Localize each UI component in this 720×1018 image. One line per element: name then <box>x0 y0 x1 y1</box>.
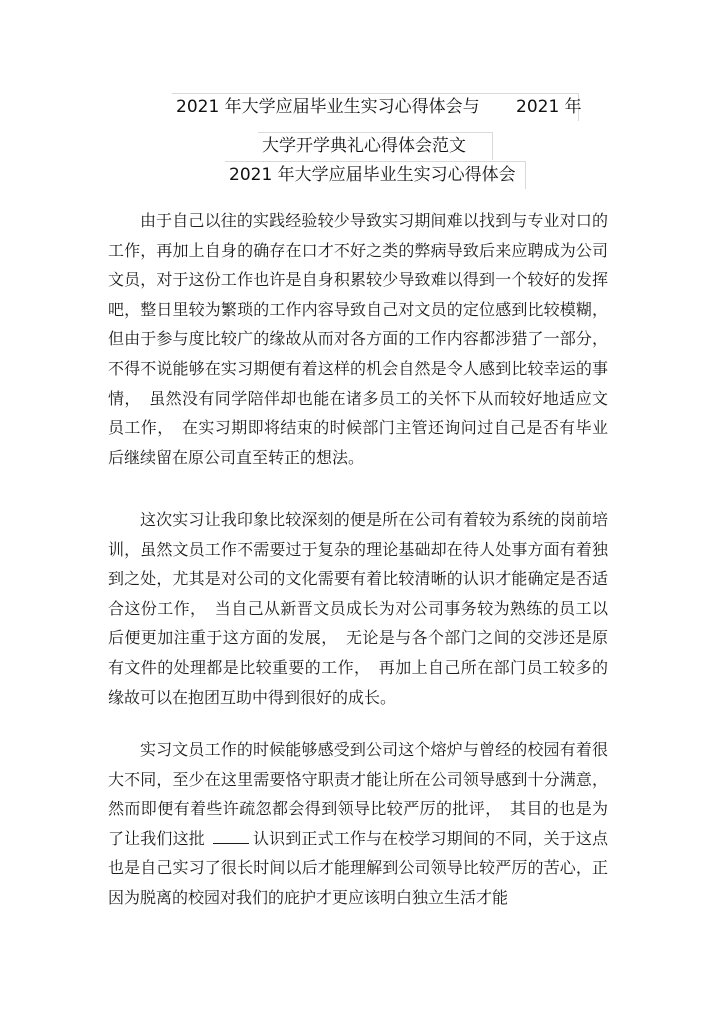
title-frame-low-right <box>525 161 526 189</box>
title-frame-mid-right <box>492 132 493 160</box>
title-frame-mid <box>258 132 492 133</box>
title-frame-top <box>172 93 578 94</box>
body-paragraph-1: 由于自己以往的实践经验较少导致实习期间难以找到与专业对口的工作，再加上自身的确存在口才不好之类的弊病导致后来应聘成为公司文员，对于这份工作也许是自身积累较少导致难以得到一个较好的发挥吧，整日里较为繁琐的工作内容导致自己对文员的定位感到比较模糊，但由于参与度比较广的缘故从而对各方面的工作内容都涉猎了一部分，不得不说能够在实习期便有着这样的机会自然是令人感到比较幸运的事情， 虽然没有同学陪伴却也能在诸多员工的关怀下从而较好地适应文员工作， 在实习期即将结束的时候部门主管还询问过自己是否有毕业后继续留在原公司直至转正的想法。 <box>108 211 608 467</box>
body-paragraph-3 <box>108 735 608 913</box>
document-title-line-2: 大学开学典礼心得体会范文 <box>262 136 466 156</box>
fill-in-blank <box>213 829 249 844</box>
title-frame-low <box>225 161 525 162</box>
document-title-line-1b: 2021 年 <box>516 97 582 117</box>
body-paragraph-3-part-a: 实习文员工作的时候能够感受到公司这个熔炉与曾经的校园有着很大不同，至少在这里需要恪守职责才能让所在公司领导感到十分满意，然而即便有着些许疏忽都会得到领导比较严厉的批评， 其目的也是为了让我们这批 <box>108 740 608 848</box>
document-title-line-1a: 2021 年大学应届毕业生实习心得体会与 <box>176 97 480 117</box>
body-paragraph-2: 这次实习让我印象比较深刻的便是所在公司有着较为系统的岗前培训，虽然文员工作不需要过于复杂的理论基础却在待人处事方面有着独到之处，尤其是对公司的文化需要有着比较清晰的认识才能确定是否适合这份工作， 当自己从新晋文员成长为对公司事务较为熟练的员工以后便更加注重于这方面的发展， 无论是与各个部门之间的交涉还是原有文件的处理都是比较重要的工作， 再加上自己所在部门员工较多的缘故可以在抱团互助中得到很好的成长。 <box>108 510 608 707</box>
document-subtitle: 2021 年大学应届毕业生实习心得体会 <box>229 165 516 185</box>
body-paragraph-3-part-b: 认识到正式工作与在校学习期间的不同，关于这点也是自己实习了很长时间以后才能理解到公司领导比较严厉的苦心，正因为脱离的校园对我们的庇护才更应该明白独立生活才能 <box>108 828 608 907</box>
